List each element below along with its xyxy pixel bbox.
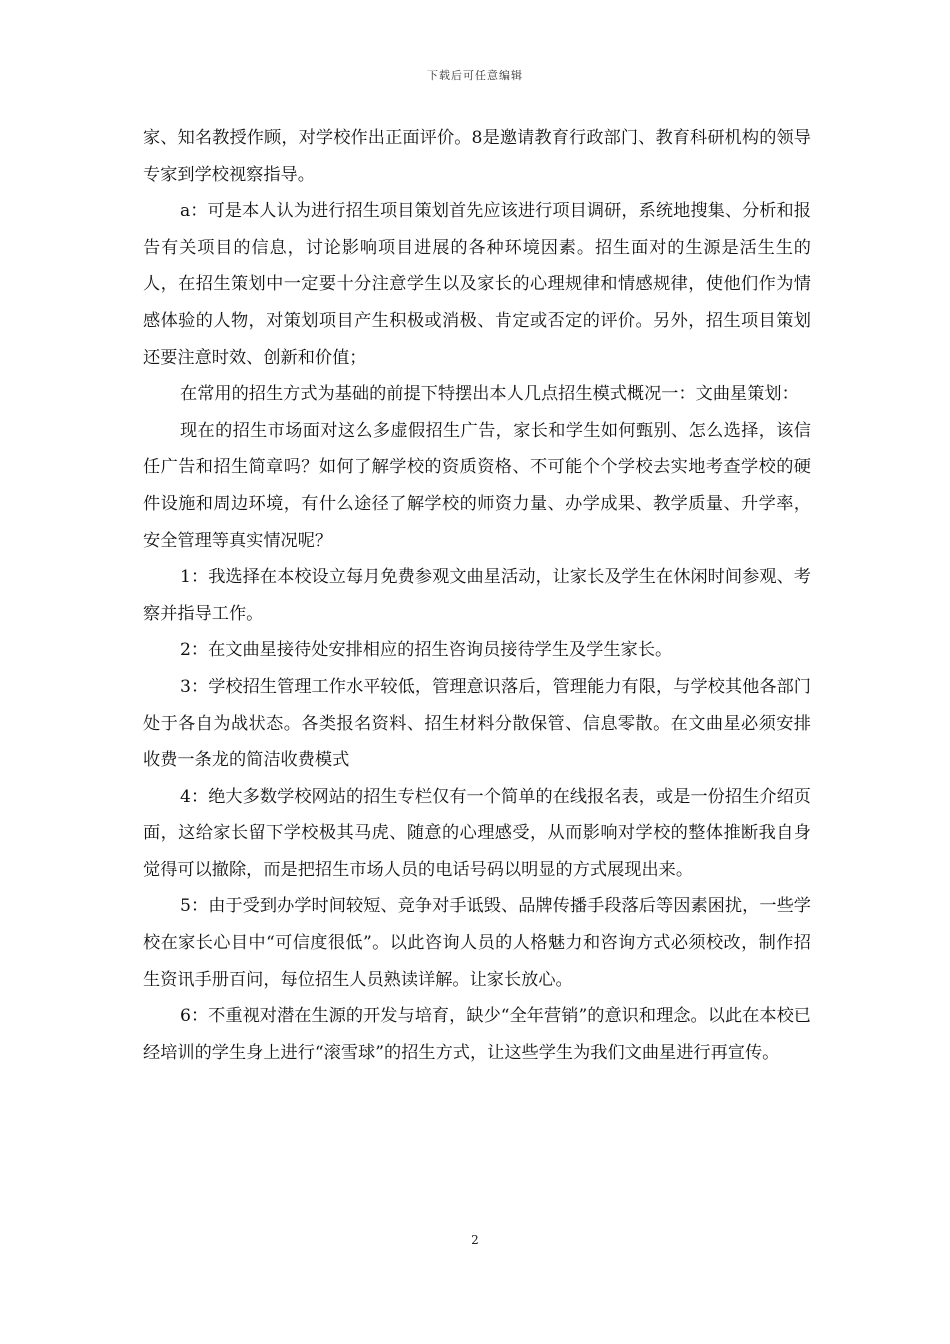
document-body <box>143 120 811 1071</box>
paragraph: 家、知名教授作顾，对学校作出正面评价。8是邀请教育行政部门、教育科研机构的领导专家到学校视察指导。 <box>143 128 811 185</box>
paragraph: 4：绝大多数学校网站的招生专栏仅有一个简单的在线报名表，或是一份招生介绍页面，这给家长留下学校极其马虎、随意的心理感受，从而影响对学校的整体推断我自身觉得可以撤除，而是把招生市场人员的电话号码以明显的方式展现出来。 <box>143 786 811 880</box>
paragraph: 3：学校招生管理工作水平较低，管理意识落后，管理能力有限，与学校其他各部门处于各自为战状态。各类报名资料、招生材料分散保管、信息零散。在文曲星必须安排收费一条龙的简洁收费模式 <box>143 676 811 771</box>
paragraph: 1：我选择在本校设立每月免费参观文曲星活动，让家长及学生在休闲时间参观、考察并指导工作。 <box>143 567 811 624</box>
paragraph: 5：由于受到办学时间较短、竞争对手诋毁、品牌传播手段落后等因素困扰，一些学校在家长心目中“可信度很低”。以此咨询人员的人格魅力和咨询方式必须校改，制作招生资讯手册百问，每位招生人员熟读详解。让家长放心。 <box>143 896 811 990</box>
page-number: 2 <box>471 1233 479 1247</box>
paragraph: 在常用的招生方式为基础的前提下特摆出本人几点招生模式概况一：文曲星策划： <box>180 384 799 405</box>
paragraph: 2：在文曲星接待处安排相应的招生咨询员接待学生及学生家长。 <box>180 640 673 661</box>
paragraph: 6：不重视对潜在生源的开发与培育，缺少“全年营销”的意识和理念。以此在本校已经培训的学生身上进行“滚雪球”的招生方式，让这些学生为我们文曲星进行再宣传。 <box>143 1006 811 1063</box>
paragraph: a：可是本人认为进行招生项目策划首先应该进行项目调研，系统地搜集、分析和报告有关项目的信息，讨论影响项目进展的各种环境因素。招生面对的生源是活生生的人，在招生策划中一定要十分注意学生以及家长的心理规律和情感规律，使他们作为情感体验的人物，对策划项目产生积极或消极、肯定或否定的评价。另外，招生项目策划还要注意时效、创新和价值； <box>143 201 811 368</box>
paragraph: 现在的招生市场面对这么多虚假招生广告，家长和学生如何甄别、怎么选择，该信任广告和招生简章吗？如何了解学校的资质资格、不可能个个学校去实地考查学校的硬件设施和周边环境，有什么途径了解学校的师资力量、办学成果、教学质量、升学率，安全管理等真实情况呢？ <box>143 420 811 551</box>
page-header: 下载后可任意编辑 <box>427 69 523 82</box>
